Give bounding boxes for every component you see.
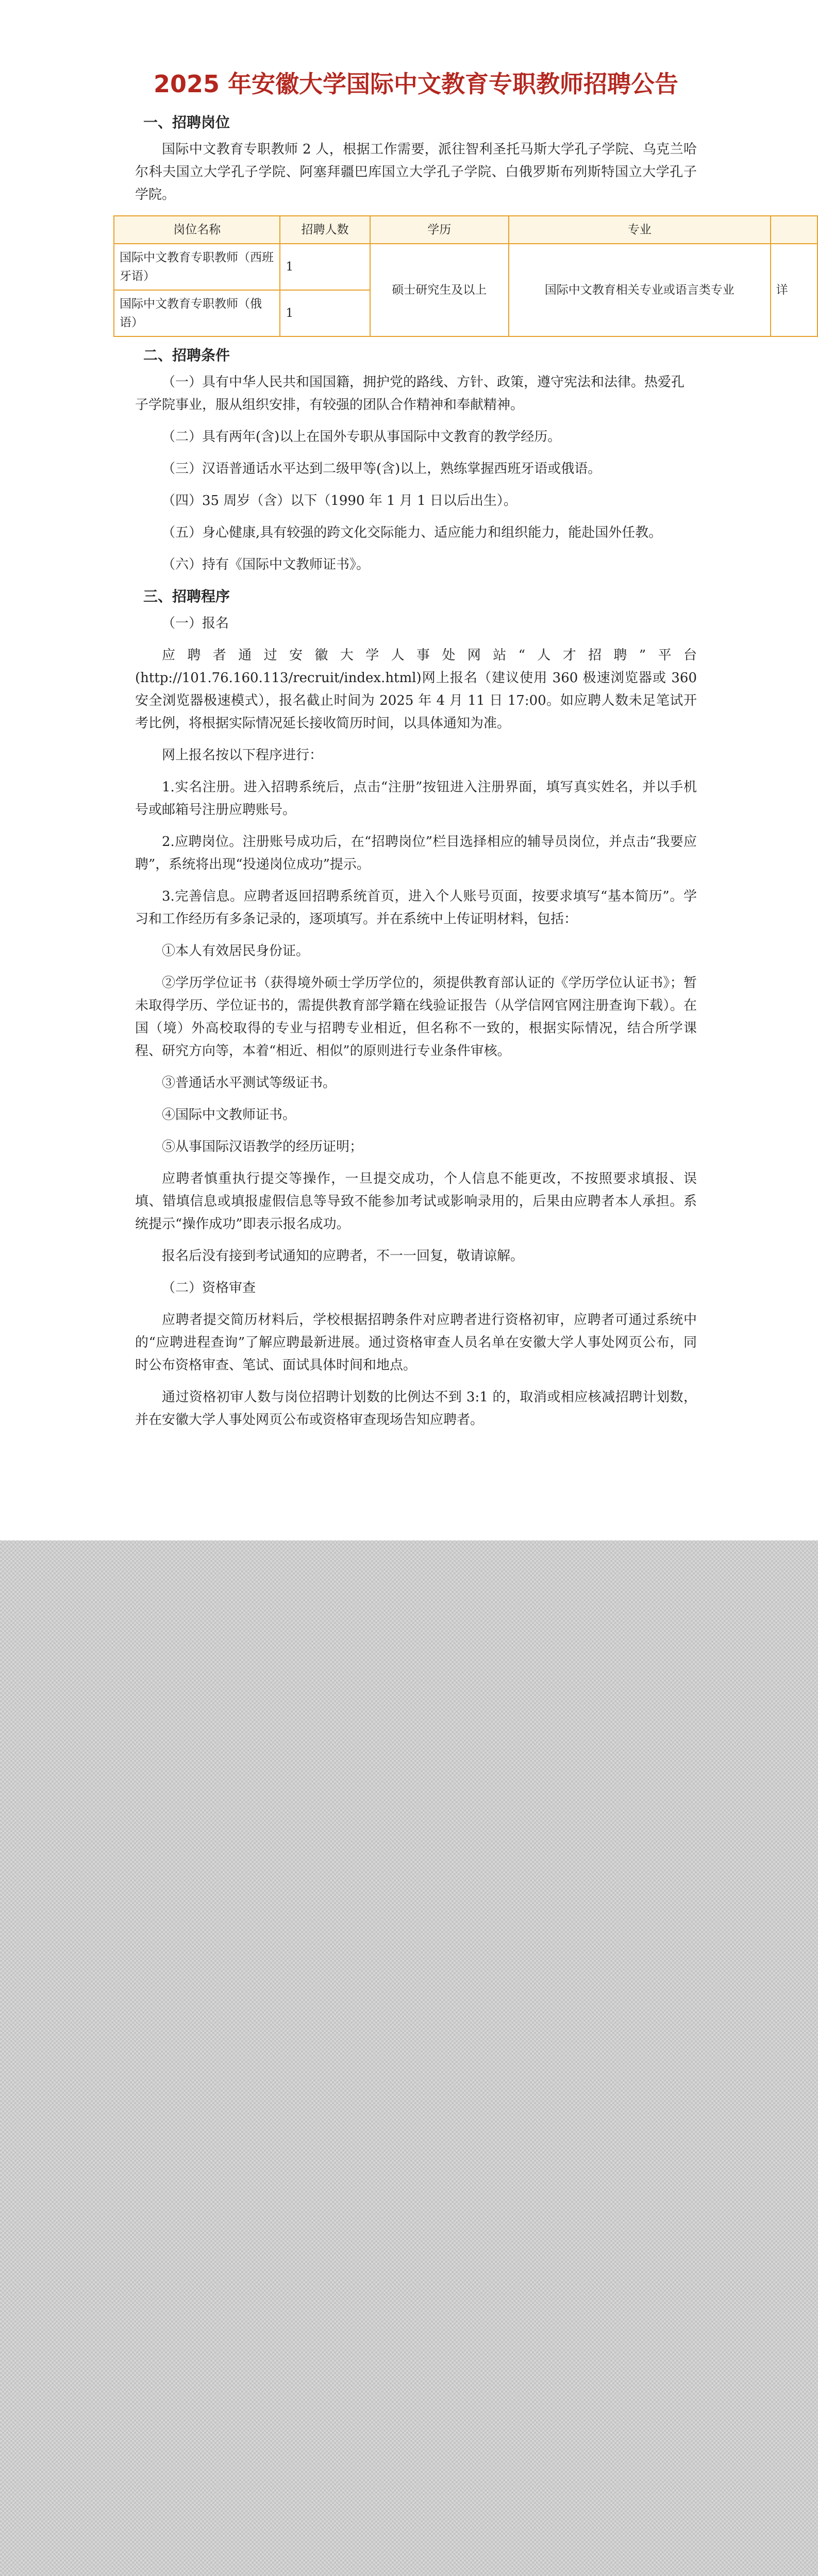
section-heading-procedure: 三、招聘程序 [143, 588, 230, 605]
material-item: ①本人有效居民身份证。 [162, 943, 310, 959]
submission-notice: 应聘者慎重执行提交等操作，一旦提交成功，个人信息不能更改，不按照要求填报、误填、错填信息或填报虚假信息等导致不能参加考试或影响录用的，后果由应聘者本人承担。系统提示“操作成功”即表示报名成功。 [135, 1171, 697, 1232]
subsection-qualification-review: （二）资格审查 [162, 1280, 256, 1296]
condition-item: （二）具有两年(含)以上在国外专职从事国际中文教育的教学经历。 [162, 429, 561, 445]
registration-paragraph: 应聘者通过安徽大学人事处网站“人才招聘”平台(http://101.76.160.113/recruit/index.html)网上报名（建议使用 360 极速浏览器或 360 安全浏览器极速模式），报名截止时间为 2025 年 4 月 11 日 17:00。如应聘人数未足笔试开考比例，将根据实际情况延长接收简历时间，以具体通知为准。 [135, 648, 697, 731]
step-register: 1.实名注册。进入招聘系统后，点击“注册”按钮进入注册界面，填写真实姓名，并以手机号或邮箱号注册应聘账号。 [135, 779, 697, 818]
positions-intro: 国际中文教育专职教师 2 人，根据工作需要，派往智利圣托马斯大学孔子学院、乌克兰哈尔科夫国立大学孔子学院、阿塞拜疆巴库国立大学孔子学院、白俄罗斯布列斯特国立大学孔子学院。 [135, 142, 697, 202]
position-name-cell: 国际中文教育专职教师（俄语） [114, 290, 280, 336]
major-cell: 国际中文教育相关专业或语言类专业 [509, 244, 771, 336]
table-row [114, 244, 817, 290]
headcount-cell: 1 [280, 244, 370, 290]
header-education: 学历 [370, 216, 509, 244]
position-name-cell: 国际中文教育专职教师（西班牙语） [114, 244, 280, 290]
header-major: 专业 [509, 216, 771, 244]
positions-table-wrapper [113, 215, 818, 337]
positions-table [113, 215, 818, 337]
no-reply-notice: 报名后没有接到考试通知的应聘者，不一一回复，敬请谅解。 [162, 1248, 524, 1264]
subsection-registration: （一）报名 [162, 616, 229, 631]
condition-item: （三）汉语普通话水平达到二级甲等(含)以上，熟练掌握西班牙语或俄语。 [162, 461, 602, 477]
material-item: ③普通话水平测试等级证书。 [162, 1075, 337, 1091]
condition-item: （四）35 周岁（含）以下（1990 年 1 月 1 日以后出生）。 [162, 493, 517, 509]
step-complete-info: 3.完善信息。应聘者返回招聘系统首页，进入个人账号页面，按要求填写“基本简历”。学习和工作经历有多条记录的，逐项填写。并在系统中上传证明材料，包括： [135, 889, 697, 927]
condition-item: （五）身心健康,具有较强的跨文化交际能力、适应能力和组织能力，能赴国外任教。 [162, 525, 662, 540]
ratio-paragraph: 通过资格初审人数与岗位招聘计划数的比例达不到 3:1 的，取消或相应核减招聘计划数，并在安徽大学人事处网页公布或资格审查现场告知应聘者。 [135, 1389, 697, 1428]
document-content [120, 63, 788, 1440]
review-paragraph: 应聘者提交简历材料后，学校根据招聘条件对应聘者进行资格初审，应聘者可通过系统中的“应聘进程查询”了解应聘最新进展。通过资格审查人员名单在安徽大学人事处网页公布，同时公布资格审查、笔试、面试具体时间和地点。 [135, 1312, 697, 1373]
header-headcount: 招聘人数 [280, 216, 370, 244]
extra-cell: 详 [771, 244, 817, 336]
registration-steps-intro: 网上报名按以下程序进行： [162, 748, 323, 763]
header-position-name: 岗位名称 [114, 216, 280, 244]
page-title: 2025 年安徽大学国际中文教育专职教师招聘公告 [153, 70, 679, 98]
material-item: ④国际中文教师证书。 [162, 1107, 296, 1123]
condition-item: （一）具有中华人民共和国国籍，拥护党的路线、方针、政策，遵守宪法和法律。热爱孔子学院事业，服从组织安排，有较强的团队合作精神和奉献精神。 [135, 375, 685, 413]
section-heading-positions: 一、招聘岗位 [143, 114, 230, 131]
step-apply: 2.应聘岗位。注册账号成功后，在“招聘岗位”栏目选择相应的辅导员岗位，并点击“我要应聘”，系统将出现“投递岗位成功”提示。 [135, 834, 697, 872]
education-cell: 硕士研究生及以上 [370, 244, 509, 336]
section-heading-conditions: 二、招聘条件 [143, 347, 230, 364]
headcount-cell: 1 [280, 290, 370, 336]
header-extra [771, 216, 817, 244]
material-item: ⑤从事国际汉语教学的经历证明； [162, 1139, 363, 1155]
material-item: ②学历学位证书（获得境外硕士学历学位的，须提供教育部认证的《学历学位认证书》；暂未取得学历、学位证书的，需提供教育部学籍在线验证报告（从学信网官网注册查询下载）。在国（境）外高校取得的专业与招聘专业相近，但名称不一致的，根据实际情况，结合所学课程、研究方向等，本着“相近、相似”的原则进行专业条件审核。 [135, 975, 697, 1059]
condition-item: （六）持有《国际中文教师证书》。 [162, 557, 370, 572]
table-header-row [114, 216, 817, 244]
